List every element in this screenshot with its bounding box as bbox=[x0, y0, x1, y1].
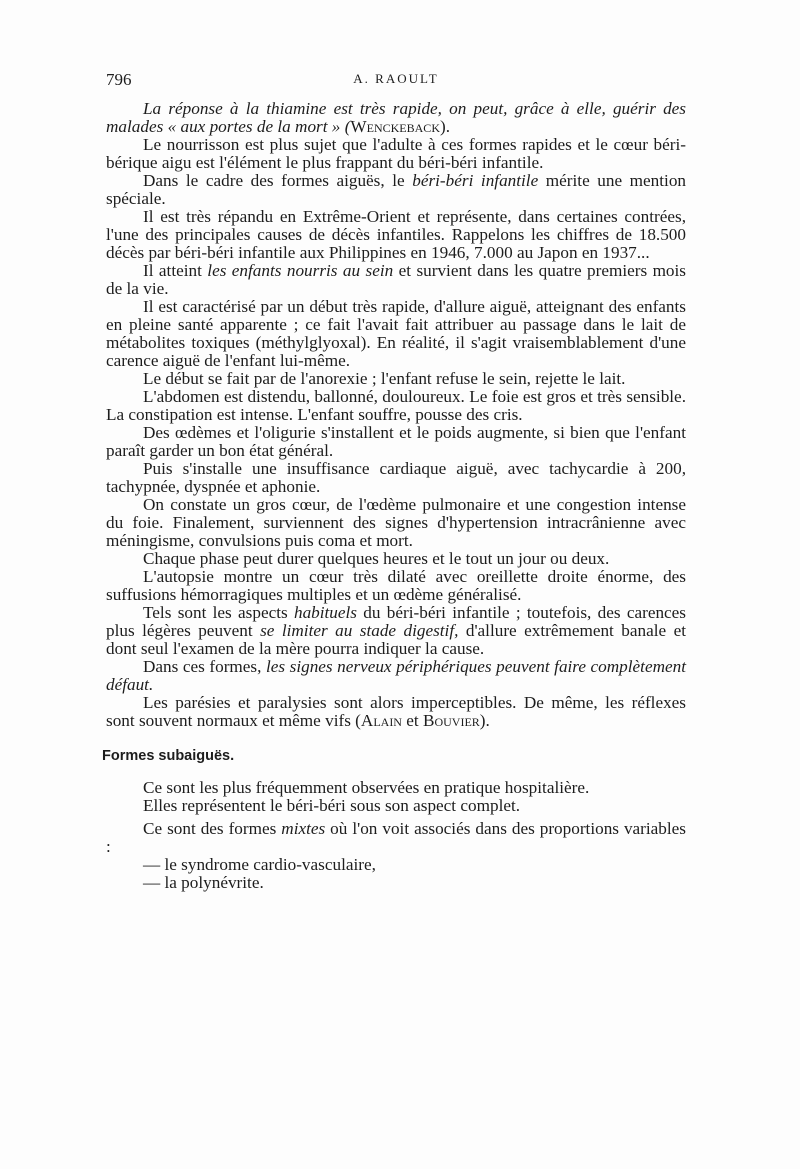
paragraph-abdomen: L'abdomen est distendu, ballonné, douloureux. Le foie est gros et très sensible. La constipation est intense. L'enfant souffre, pousse des cris. bbox=[106, 387, 686, 424]
list-item: — la polynévrite. bbox=[143, 873, 264, 892]
section-paragraph-frequentes: Ce sont les plus fréquemment observées en pratique hospitalière. bbox=[143, 778, 590, 797]
paragraph-insuffisance: Puis s'installe une insuffisance cardiaque aiguë, avec tachycardie à 200, tachypnée, dyspnée et aphonie. bbox=[106, 459, 686, 496]
paragraph-gros-coeur: On constate un gros cœur, de l'œdème pulmonaire et une congestion intense du foie. Finalement, surviennent des signes d'hypertension intracrânienne avec méningisme, convulsions puis coma et mort. bbox=[106, 495, 686, 550]
paragraph-nourrisson: Le nourrisson est plus sujet que l'adulte à ces formes rapides et le cœur béri-bérique aigu est l'élément le plus frappant du béri-béri infantile. bbox=[106, 135, 686, 172]
paragraph-autopsie: L'autopsie montre un cœur très dilaté avec oreillette droite énorme, des suffusions hémorragiques multiples et un œdème généralisé. bbox=[106, 567, 686, 604]
running-author: A. RAOULT bbox=[353, 71, 439, 86]
paragraph-oedemes: Des œdèmes et l'oligurie s'installent et le poids augmente, si bien que l'enfant paraît garder un bon état général. bbox=[106, 423, 686, 460]
page-number: 796 bbox=[106, 70, 132, 89]
body-text bbox=[102, 99, 687, 892]
paragraph-phase: Chaque phase peut durer quelques heures et le tout un jour ou deux. bbox=[143, 549, 610, 568]
paragraph-debut: Le début se fait par de l'anorexie ; l'enfant refuse le sein, rejette le lait. bbox=[143, 369, 626, 388]
running-head bbox=[106, 70, 686, 92]
paragraph-aspects: Tels sont les aspects habituels du béri-béri infantile ; toutefois, des carences plus légères peuvent se limiter au stade digestif, d'allure extrêmement banale et dont seul l'examen de la mère pourra indiquer la cause. bbox=[106, 603, 686, 658]
paragraph-formes: Dans ces formes, les signes nerveux périphériques peuvent faire complètement défaut. bbox=[106, 657, 686, 694]
paragraph-thiamine-response: La réponse à la thiamine est très rapide, on peut, grâce à elle, guérir des malades « aux portes de la mort » (Wenckeback). bbox=[106, 99, 686, 136]
section-heading: Formes subaiguës. bbox=[102, 748, 235, 764]
list-item: — le syndrome cardio-vasculaire, bbox=[143, 855, 376, 874]
section-paragraph-aspect: Elles représentent le béri-béri sous son aspect complet. bbox=[143, 796, 521, 815]
section-paragraph-mixtes: Ce sont des formes mixtes où l'on voit associés dans des proportions variables : bbox=[106, 819, 686, 856]
paragraph-atteint: Il atteint les enfants nourris au sein et survient dans les quatre premiers mois de la vie. bbox=[106, 261, 686, 298]
paragraph-caracterise: Il est caractérisé par un début très rapide, d'allure aiguë, atteignant des enfants en pleine santé apparente ; ce fait l'avait fait attribuer au passage dans le lait de métabolites toxiques (méthylglyoxal). En réalité, il s'agit vraisemblablement d'une carence aiguë de l'enfant lui-même. bbox=[106, 297, 686, 370]
paragraph-repandu: Il est très répandu en Extrême-Orient et représente, dans certaines contrées, l'une des principales causes de décès infantiles. Rappelons les chiffres de 18.500 décès par béri-béri infantile aux Philippines en 1946, 7.000 au Japon en 1937... bbox=[106, 207, 686, 262]
paragraph-cadre: Dans le cadre des formes aiguës, le béri-béri infantile mérite une mention spéciale. bbox=[106, 171, 687, 208]
paragraph-paresies: Les parésies et paralysies sont alors imperceptibles. De même, les réflexes sont souvent normaux et même vifs (Alain et Bouvier). bbox=[106, 693, 686, 730]
